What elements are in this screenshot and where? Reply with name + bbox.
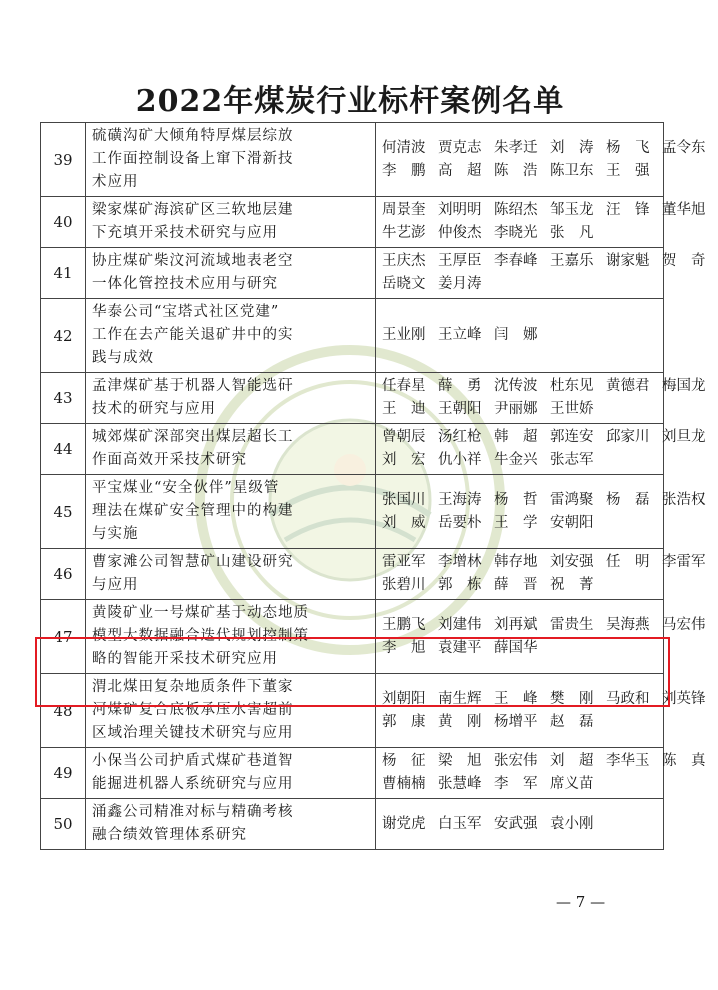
project-name — [86, 197, 376, 248]
member-name: 刘建伟 — [438, 616, 482, 633]
member-name: 王业刚 — [382, 327, 426, 343]
member-name: 杨 飞 — [606, 139, 650, 156]
team-members-line — [382, 773, 657, 796]
member-name: 梅国龙 — [662, 378, 706, 394]
project-name-line: 术应用 — [92, 174, 139, 190]
member-name: 仇小祥 — [438, 452, 482, 468]
project-name-line: 渭北煤田复杂地质条件下董家 — [92, 679, 294, 695]
row-number: 44 — [41, 424, 86, 475]
project-name — [86, 600, 376, 674]
member-name: 郭连安 — [550, 429, 594, 445]
member-name: 郭 栋 — [438, 577, 482, 593]
member-name: 牛艺澎 — [382, 225, 426, 241]
team-members-line — [382, 222, 657, 245]
team-members-line — [382, 711, 657, 734]
project-name — [86, 475, 376, 549]
member-name: 王世娇 — [550, 401, 594, 417]
row-number: 50 — [41, 799, 86, 850]
member-name: 马政和 — [606, 690, 650, 707]
member-name: 刘英锋 — [662, 690, 706, 707]
member-name: 杨 征 — [382, 753, 426, 769]
member-name: 周景奎 — [382, 202, 426, 218]
member-name: 刘安强 — [550, 554, 594, 570]
team-members — [376, 248, 706, 299]
member-name: 任 明 — [606, 554, 650, 570]
project-name-line: 平宝煤业“安全伙伴”星级管 — [92, 480, 280, 496]
member-name: 薛 晋 — [494, 577, 538, 593]
row-number: 39 — [41, 123, 86, 197]
member-name: 张慧峰 — [438, 776, 482, 792]
member-name: 李晓光 — [494, 225, 538, 241]
member-name: 沈传波 — [494, 378, 538, 394]
member-name: 韩存地 — [494, 554, 538, 570]
project-name-line: 略的智能开采技术研究应用 — [92, 651, 278, 667]
member-name: 黄 刚 — [438, 713, 482, 730]
table-row — [41, 248, 664, 299]
team-members-line — [382, 199, 706, 222]
member-name: 袁建平 — [438, 639, 482, 656]
project-name — [86, 123, 376, 197]
table-row — [41, 373, 664, 424]
member-name: 刘 威 — [382, 514, 426, 531]
team-members — [376, 799, 664, 850]
table-row — [41, 197, 664, 248]
benchmark-case-table — [40, 122, 706, 850]
project-name — [86, 299, 376, 373]
project-name-line: 曹家滩公司智慧矿山建设研究 — [92, 554, 294, 570]
project-name-line: 城郊煤矿深部突出煤层超长工 — [92, 429, 294, 445]
member-name: 张 凡 — [550, 225, 594, 241]
member-name: 李 鹏 — [382, 162, 426, 179]
member-name: 张宏伟 — [494, 753, 538, 769]
member-name: 张浩权 — [662, 491, 706, 508]
member-name: 郭 康 — [382, 713, 426, 730]
project-name-line: 协庄煤矿柴汶河流域地表老空 — [92, 253, 294, 269]
team-members-line — [382, 449, 657, 472]
team-members-line — [382, 324, 657, 347]
project-name-line: 工作面控制设备上窜下滑新技 — [92, 151, 294, 167]
member-name: 贺 奇 — [662, 253, 706, 269]
project-name-line: 河煤矿复合底板承压水害超前 — [92, 702, 294, 718]
member-name: 谢党虎 — [382, 815, 426, 832]
member-name: 杨增平 — [494, 713, 538, 730]
member-name: 黄德君 — [606, 378, 650, 394]
project-name-line: 践与成效 — [92, 350, 154, 366]
team-members — [376, 424, 706, 475]
member-name: 邹玉龙 — [550, 202, 594, 218]
member-name: 南生辉 — [438, 690, 482, 707]
member-name: 谢家魁 — [606, 253, 650, 269]
member-name: 刘朝阳 — [382, 690, 426, 707]
member-name: 仲俊杰 — [438, 225, 482, 241]
team-members-line — [382, 637, 657, 660]
member-name: 李春峰 — [494, 253, 538, 269]
member-name: 李 军 — [494, 776, 538, 792]
member-name: 王嘉乐 — [550, 253, 594, 269]
project-name-line: 华泰公司“宝塔式社区党建” — [92, 304, 280, 320]
member-name: 李雷军 — [662, 554, 706, 570]
row-number: 47 — [41, 600, 86, 674]
project-name-line: 与应用 — [92, 577, 139, 593]
member-name: 汪 锋 — [606, 202, 650, 218]
team-members — [376, 299, 664, 373]
team-members-line — [382, 160, 657, 183]
member-name: 张国川 — [382, 491, 426, 508]
member-name: 邱家川 — [606, 429, 650, 445]
member-name: 刘 超 — [550, 753, 594, 769]
project-name-line: 作面高效开采技术研究 — [92, 452, 247, 468]
table-row — [41, 799, 664, 850]
team-members-line — [382, 398, 657, 421]
member-name: 王庆杰 — [382, 253, 426, 269]
row-number: 43 — [41, 373, 86, 424]
team-members-line — [382, 512, 657, 535]
member-name: 陈 真 — [662, 753, 706, 769]
member-name: 刘再斌 — [494, 616, 538, 633]
team-members — [376, 197, 706, 248]
member-name: 安朝阳 — [550, 514, 594, 531]
row-number: 45 — [41, 475, 86, 549]
project-name — [86, 674, 376, 748]
team-members-line — [382, 813, 657, 836]
team-members-line — [382, 137, 706, 160]
project-name-line: 梁家煤矿海滨矿区三软地层建 — [92, 202, 294, 218]
team-members-line — [382, 614, 706, 637]
member-name: 樊 刚 — [550, 690, 594, 707]
member-name: 刘 宏 — [382, 452, 426, 468]
team-members-line — [382, 551, 706, 574]
team-members-line — [382, 489, 706, 512]
team-members — [376, 748, 706, 799]
member-name: 姜月涛 — [438, 276, 482, 292]
project-name-line: 小保当公司护盾式煤矿巷道智 — [92, 753, 294, 769]
member-name: 薛 勇 — [438, 378, 482, 394]
member-name: 董华旭 — [662, 202, 706, 218]
project-name-line: 与实施 — [92, 526, 139, 542]
member-name: 王 强 — [606, 162, 650, 179]
member-name: 牛金兴 — [494, 452, 538, 468]
team-members — [376, 123, 706, 197]
member-name: 尹丽娜 — [494, 401, 538, 417]
member-name: 白玉军 — [438, 815, 482, 832]
member-name: 李华玉 — [606, 753, 650, 769]
page-title: 2022年煤炭行业标杆案例名单 — [135, 84, 565, 119]
project-name-line: 技术的研究与应用 — [92, 401, 216, 417]
member-name: 曹楠楠 — [382, 776, 426, 792]
member-name: 刘明明 — [438, 202, 482, 218]
project-name-line: 下充填开采技术研究与应用 — [92, 225, 278, 241]
member-name: 张碧川 — [382, 577, 426, 593]
member-name: 王 学 — [494, 514, 538, 531]
member-name: 贾克志 — [438, 139, 482, 156]
team-members-line — [382, 273, 657, 296]
project-name-line: 硫磺沟矿大倾角特厚煤层综放 — [92, 128, 294, 144]
member-name: 李 旭 — [382, 639, 426, 656]
table-row — [41, 600, 664, 674]
team-members-line — [382, 250, 706, 273]
member-name: 王立峰 — [438, 327, 482, 343]
member-name: 雷鸿聚 — [550, 491, 594, 508]
member-name: 梁 旭 — [438, 753, 482, 769]
member-name: 马宏伟 — [662, 616, 706, 633]
member-name: 孟令东 — [662, 139, 706, 156]
member-name: 席义苗 — [550, 776, 594, 792]
member-name: 王 迪 — [382, 401, 426, 417]
row-number: 48 — [41, 674, 86, 748]
member-name: 杜东见 — [550, 378, 594, 394]
member-name: 何清波 — [382, 139, 426, 156]
team-members — [376, 549, 706, 600]
table-row — [41, 674, 664, 748]
member-name: 刘 涛 — [550, 139, 594, 156]
row-number: 41 — [41, 248, 86, 299]
project-name — [86, 549, 376, 600]
table-row — [41, 299, 664, 373]
member-name: 刘旦龙 — [662, 429, 706, 445]
team-members-line — [382, 750, 706, 773]
project-name-line: 能掘进机器人系统研究与应用 — [92, 776, 294, 792]
member-name: 韩 超 — [494, 429, 538, 445]
member-name: 陈 浩 — [494, 162, 538, 179]
team-members — [376, 600, 706, 674]
member-name: 雷亚军 — [382, 554, 426, 570]
member-name: 岳要朴 — [438, 514, 482, 531]
page-number: — 7 — — [556, 893, 606, 911]
member-name: 曾朝辰 — [382, 429, 426, 445]
table-row — [41, 748, 664, 799]
table-row — [41, 549, 664, 600]
member-name: 吴海燕 — [606, 616, 650, 633]
row-number: 40 — [41, 197, 86, 248]
member-name: 王鹏飞 — [382, 616, 426, 633]
project-name-line: 工作在去产能关退矿井中的实 — [92, 327, 294, 343]
member-name: 任春星 — [382, 378, 426, 394]
member-name: 薛国华 — [494, 639, 538, 656]
project-name-line: 区域治理关键技术研究与应用 — [92, 725, 294, 741]
member-name: 汤红枪 — [438, 429, 482, 445]
project-name — [86, 373, 376, 424]
table-row — [41, 424, 664, 475]
member-name: 王海涛 — [438, 491, 482, 508]
project-name — [86, 799, 376, 850]
member-name: 袁小刚 — [550, 815, 594, 832]
project-name-line: 理法在煤矿安全管理中的构建 — [92, 503, 294, 519]
table-row — [41, 475, 664, 549]
member-name: 闫 娜 — [494, 327, 538, 343]
project-name-line: 融合绩效管理体系研究 — [92, 827, 247, 843]
team-members-line — [382, 688, 706, 711]
member-name: 朱孝迁 — [494, 139, 538, 156]
project-name-line: 一体化管控技术应用与研究 — [92, 276, 278, 292]
project-name-line: 涌鑫公司精准对标与精确考核 — [92, 804, 294, 820]
team-members — [376, 674, 706, 748]
member-name: 祝 菁 — [550, 577, 594, 593]
table-row — [41, 123, 664, 197]
project-name-line: 孟津煤矿基于机器人智能选矸 — [92, 378, 294, 394]
team-members-line — [382, 426, 706, 449]
team-members-line — [382, 375, 706, 398]
member-name: 王 峰 — [494, 690, 538, 707]
project-name-line: 黄陵矿业一号煤矿基于动态地质 — [92, 605, 309, 621]
team-members — [376, 373, 706, 424]
member-name: 王厚臣 — [438, 253, 482, 269]
member-name: 杨 哲 — [494, 491, 538, 508]
member-name: 王朝阳 — [438, 401, 482, 417]
project-name-line: 模型大数据融合迭代规划控制策 — [92, 628, 309, 644]
member-name: 岳晓文 — [382, 276, 426, 292]
row-number: 46 — [41, 549, 86, 600]
team-members-line — [382, 574, 657, 597]
row-number: 42 — [41, 299, 86, 373]
project-name — [86, 424, 376, 475]
member-name: 雷贵生 — [550, 616, 594, 633]
project-name — [86, 248, 376, 299]
member-name: 陈卫东 — [550, 162, 594, 179]
team-members — [376, 475, 706, 549]
member-name: 杨 磊 — [606, 491, 650, 508]
member-name: 张志军 — [550, 452, 594, 468]
member-name: 安武强 — [494, 815, 538, 832]
member-name: 高 超 — [438, 162, 482, 179]
row-number: 49 — [41, 748, 86, 799]
project-name — [86, 748, 376, 799]
member-name: 李增林 — [438, 554, 482, 570]
member-name: 赵 磊 — [550, 713, 594, 730]
member-name: 陈绍杰 — [494, 202, 538, 218]
